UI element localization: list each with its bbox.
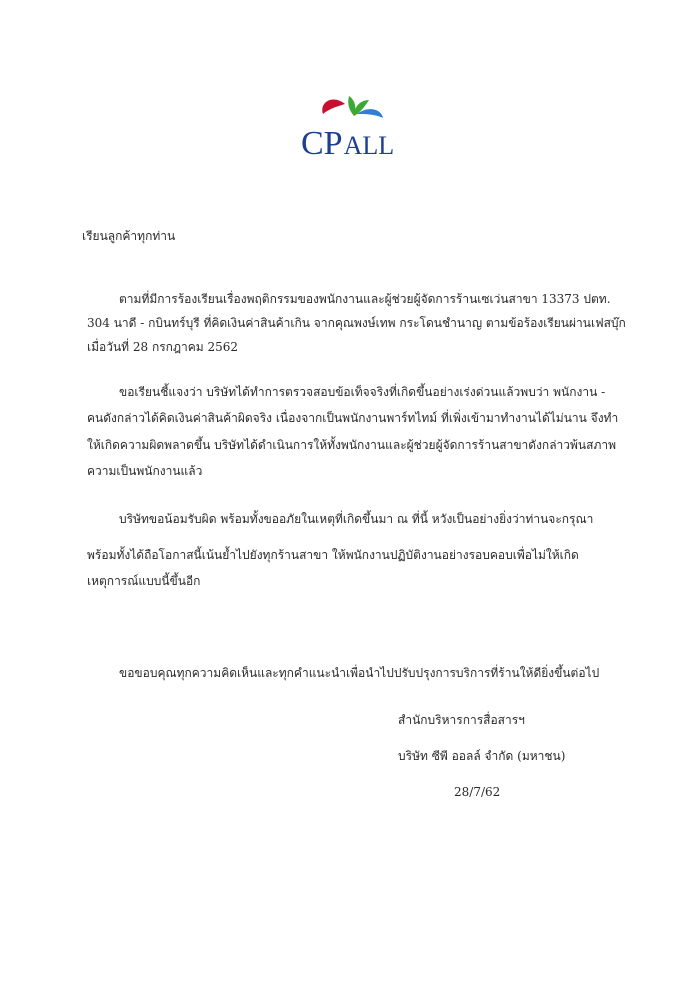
salutation: เรียนลูกค้าทุกท่าน <box>82 229 176 243</box>
signature-office: สำนักบริหารการสื่อสารฯ <box>398 713 525 727</box>
paragraph-3-line-1: บริษัทขอน้อมรับผิด พร้อมทั้งขออภัยในเหตุที่เกิดขึ้นมา ณ ที่นี้ หวังเป็นอย่างยิ่งว่าท่านจะกรุณา <box>119 512 594 526</box>
signature-company: บริษัท ซีพี ออลล์ จำกัด (มหาชน) <box>398 749 566 763</box>
paragraph-1-line-2: 304 นาดี - กบินทร์บุรี ที่คิดเงินค่าสินค้าเกิน จากคุณพงษ์เทพ กระโดนชำนาญ ตามข้อร้องเรียนผ่านเฟสบุ๊ก <box>87 316 626 330</box>
closing-line: ขอขอบคุณทุกความคิดเห็นและทุกคำแนะนำเพื่อนำไปปรับปรุงการบริการที่ร้านให้ดียิ่งขึ้นต่อไป <box>119 666 600 680</box>
paragraph-2-line-3: ให้เกิดความผิดพลาดขึ้น บริษัทได้ดำเนินการให้ทั้งพนักงานและผู้ช่วยผู้จัดการร้านสาขาดังกล่าวพ้นสภาพ <box>87 438 617 452</box>
cpall-logo <box>297 92 407 162</box>
paragraph-3-line-2: พร้อมทั้งได้ถือโอกาสนี้เน้นย้ำไปยังทุกร้านสาขา ให้พนักงานปฏิบัติงานอย่างรอบคอบเพื่อไม่ให้เกิด <box>87 548 579 562</box>
paragraph-2-line-2: คนดังกล่าวได้คิดเงินค่าสินค้าผิดจริง เนื่องจากเป็นพนักงานพาร์ทไทม์ ที่เพิ่งเข้ามาทำงานได้ไม่นาน จึงทำ <box>87 411 619 425</box>
cpall-logo-mark <box>297 92 407 162</box>
paragraph-1-line-1: ตามที่มีการร้องเรียนเรื่องพฤติกรรมของพนักงานและผู้ช่วยผู้จัดการร้านเซเว่นสาขา 13373 ปตท. <box>119 292 611 306</box>
logo-wordmark: CPALL <box>301 125 395 162</box>
paragraph-1-line-3: เมื่อวันที่ 28 กรกฎาคม 2562 <box>87 340 239 354</box>
paragraph-2-line-4: ความเป็นพนักงานแล้ว <box>87 464 203 478</box>
paragraph-2-line-1: ขอเรียนชี้แจงว่า บริษัทได้ทำการตรวจสอบข้อเท็จจริงที่เกิดขึ้นอย่างเร่งด่วนแล้วพบว่า พนักงาน - <box>119 385 606 399</box>
signature-date: 28/7/62 <box>454 785 501 799</box>
paragraph-3-line-3: เหตุการณ์แบบนี้ขึ้นอีก <box>87 574 201 588</box>
